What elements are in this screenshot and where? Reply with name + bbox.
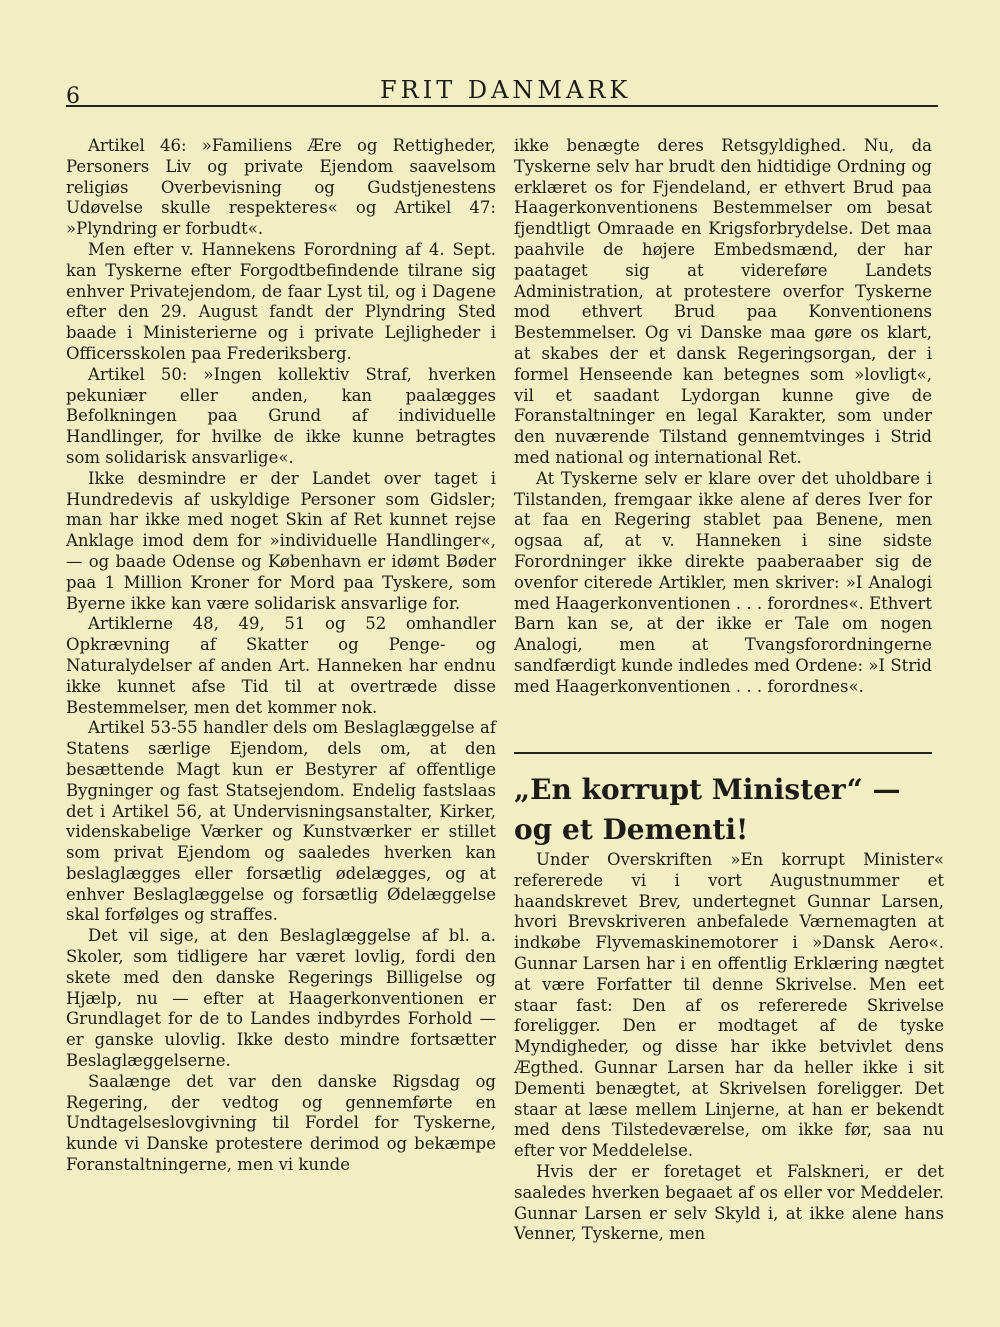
- article-body: [514, 850, 944, 1245]
- paragraph: Men efter v. Hannekens Forordning af 4. Sept. kan Tyskerne efter Forgodtbefindende tilrane sig enhver Privatejendom, de faar Lyst til, og i Dagene efter den 29. August fandt der Plyndring Sted baade i Ministerierne og i private Lejligheder i Officersskolen paa Frederiksberg.: [66, 239, 496, 363]
- paragraph: Hvis der er foretaget et Falskneri, er det saaledes hverken begaaet af os eller vor Meddeler. Gunnar Larsen er selv Skyld i, at ikke alene hans Venner, Tyskerne, men: [514, 1161, 944, 1244]
- paragraph: ikke benægte deres Retsgyldighed. Nu, da Tyskerne selv har brudt den hidtidige Ordning og erklæret os for Fjendeland, er ethvert Brud paa Haagerkonventionens Bestemmelser om besat fjendtligt Omraade en Krigsforbrydelse. Det maa paahvile de højere Embedsmænd, der har paataget sig at videreføre Landets Administration, at protestere overfor Tyskerne mod ethvert Brud paa Konventionens Bestemmelser. Og vi Danske maa gøre os klart, at skabes der et dansk Regeringsorgan, der i formel Henseende kan betegnes som »lovligt«, vil et saadant Lydorgan kunne give de Foranstaltninger en legal Karakter, som under den nuværende Tilstand gennemtvinges i Strid med national og international Ret.: [514, 136, 932, 467]
- paragraph: Under Overskriften »En korrupt Minister« refererede vi i vort Augustnummer et haandskrevet Brev, undertegnet Gunnar Larsen, hvori Brevskriveren anbefalede Værnemagten at indkøbe Flyvemaskinemotorer i »Dansk Aero«. Gunnar Larsen har i en offentlig Erklæring nægtet at være Forfatter til denne Skrivelse. Men eet staar fast: Den af os refererede Skrivelse foreligger. Den er modtaget af de tyske Myndigheder, og disse har ikke betvivlet dens Ægthed. Gunnar Larsen har da heller ikke i sit Dementi benægtet, at Skrivelsen foreligger. Det staar at læse mellem Linjerne, at han er bekendt med dens Tilstedeværelse, om ikke før, saa nu efter vor Meddelelse.: [514, 850, 944, 1161]
- page-number: 6: [66, 84, 80, 109]
- paragraph: Artiklerne 48, 49, 51 og 52 omhandler Opkrævning af Skatter og Penge- og Naturalydelser af anden Art. Hanneken har endnu ikke kunnet afse Tid til at overtræde disse Bestemmelser, men det kommer nok.: [66, 614, 496, 717]
- paragraph: Ikke desmindre er der Landet over taget i Hundredevis af uskyldige Personer som Gidsler; man har ikke med noget Skin af Ret kunnet rejse Anklage imod dem for »individuelle Handlinger«, — og baade Odense og København er idømt Bøder paa 1 Million Kroner for Mord paa Tyskere, som Byerne ikke kan være solidarisk ansvarlige for.: [66, 468, 496, 613]
- right-column-continuation: [514, 136, 932, 698]
- paragraph: Artikel 50: »Ingen kollektiv Straf, hverken pekuniær eller anden, kan paalægges Befolkningen paa Grund af individuelle Handlinger, for hvilke de ikke kunne betragtes som solidarisk ansvarlige«.: [66, 364, 496, 467]
- article-separator-rule: [514, 752, 932, 754]
- running-head-title: FRIT DANMARK: [380, 76, 632, 104]
- header-rule: [66, 105, 938, 107]
- paragraph: Det vil sige, at den Beslaglæggelse af bl. a. Skoler, som tidligere har været lovlig, fordi den skete med den danske Regerings Billigelse og Hjælp, nu — efter at Haagerkonventionen er Grundlaget for de to Landes indbyrdes Forhold — er ganske ulovlig. Ikke desto mindre fortsætter Beslaglæggelserne.: [66, 926, 496, 1071]
- paragraph: Saalænge det var den danske Rigsdag og Regering, der vedtog og gennemførte en Undtagelseslovgivning til Fordel for Tyskerne, kunde vi Danske protestere derimod og bekæmpe Foranstaltningerne, men vi kunde: [66, 1071, 496, 1175]
- left-column: [66, 136, 496, 1176]
- paragraph: At Tyskerne selv er klare over det uholdbare i Tilstanden, fremgaar ikke alene af deres Iver for at faa en Regering stablet paa Benene, men ogsaa af, at v. Hanneken i sine sidste Forordninger ikke direkte paaberaaber sig de ovenfor citerede Artikler, men skriver: »I Analogi med Haagerkonventionen . . . forordnes«. Ethvert Barn kan se, at der ikke er Tale om nogen Analogi, men at Tvangsforordningerne sandfærdigt kunde indledes med Ordene: »I Strid med Haagerkonventionen . . . forordnes«.: [514, 468, 933, 696]
- paragraph: Artikel 53-55 handler dels om Beslaglæggelse af Statens særlige Ejendom, dels om, at den besættende Magt kun er Bestyrer af offentlige Bygninger og fast Statsejendom. Endelig fastslaas det i Artikel 56, at Undervisningsanstalter, Kirker, videnskabelige Værker og Kunstværker er stillet som privat Ejendom og saaledes hverken kan beslaglægges eller forsætlig ødelægges, og at enhver Beslaglæggelse og forsætlig Ødelæggelse skal forfølges og straffes.: [66, 718, 496, 925]
- article-headline: „En korrupt Minister“ — og et Dementi!: [514, 773, 901, 846]
- paragraph: Artikel 46: »Familiens Ære og Rettigheder, Personers Liv og private Ejendom saavelsom religiøs Overbevisning og Gudstjenestens Udøvelse skulle respekteres« og Artikel 47: »Plyndring er forbudt«.: [66, 136, 496, 239]
